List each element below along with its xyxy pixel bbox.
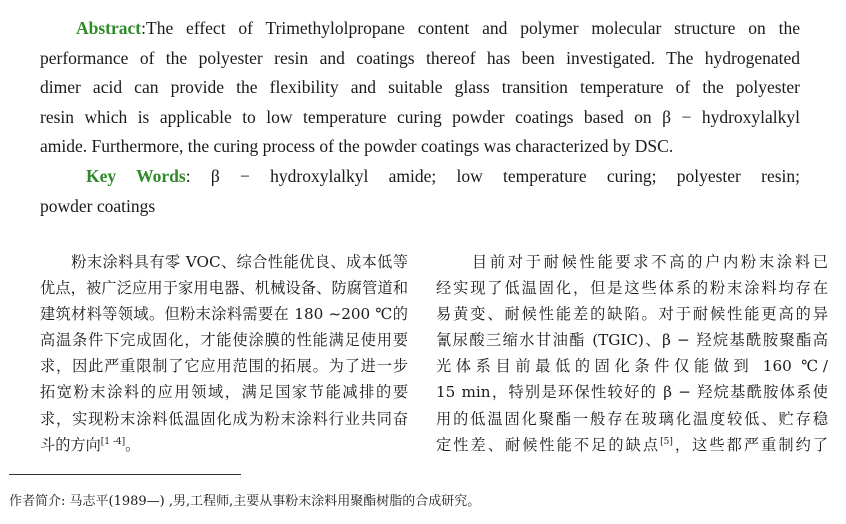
right-line: 易黄变、耐候性能差的缺陷。对于耐候性能更高的异 (436, 305, 828, 324)
keywords-label: Key Words (86, 165, 186, 186)
left-line: 拓宽粉末涂料的应用领域，满足国家节能减排的要 (40, 383, 408, 402)
left-line: 求，因此严重限制了它应用范围的拓展。为了进一步 (40, 357, 408, 376)
right-line: 光体系目前最低的固化条件仅能做到 160 ℃/ (436, 357, 828, 376)
citation-ref: [5] (660, 436, 673, 447)
abstract-line-5: amide. Furthermore, the curing process of the powder coatings was characterized by DSC. (40, 136, 674, 157)
abstract-line-1: Abstract:The effect of Trimethylolpropane content and polymer molecular structure on the (76, 18, 800, 38)
right-line: 用的低温固化聚酯一般存在玻璃化温度较低、贮存稳 (436, 409, 828, 428)
citation-ref: [1 -4] (100, 436, 126, 447)
right-line-last: 定性差、耐候性能不足的缺点[5]，这些都严重制约了 (436, 435, 829, 454)
right-column (436, 249, 828, 458)
left-line: 高温条件下完成固化，才能使涂膜的性能满足使用要 (40, 331, 408, 350)
keywords-line-2: powder coatings (40, 195, 156, 216)
abstract-section (40, 14, 800, 221)
left-line: 优点，被广泛应用于家用电器、机械设备、防腐管道和 (40, 279, 408, 298)
left-column (40, 249, 408, 458)
right-line: 15 min，特别是环保性较好的 β − 羟烷基酰胺体系使 (436, 383, 828, 402)
right-line: 目前对于耐候性能要求不高的户内粉末涂料已 (436, 253, 828, 271)
keywords-line-1: Key Words: β − hydroxylalkyl amide; low temperature curing; polyester resin; (86, 165, 800, 186)
footnote-divider (9, 474, 241, 475)
abstract-line-4: resin which is applicable to low temperature curing powder coatings based on β − hydroxylalkyl (40, 106, 800, 127)
left-line-last: 斗的方向[1 -4]。 (40, 435, 141, 454)
left-line: 求，实现粉末涂料低温固化成为粉末涂料行业共同奋 (40, 409, 408, 428)
author-footnote: 作者简介: 马志平(1989—) ,男,工程师,主要从事粉末涂料用聚酯树脂的合成研究。 (9, 494, 481, 509)
right-line: 经实现了低温固化，但是这些体系的粉末涂料均存在 (436, 279, 828, 298)
right-line: 氰尿酸三缩水甘油酯 (TGIC)、β − 羟烷基酰胺聚酯高 (436, 331, 828, 350)
left-line: 粉末涂料具有零 VOC、综合性能优良、成本低等 (40, 253, 408, 271)
abstract-label: Abstract (76, 18, 142, 38)
abstract-line-2: performance of the polyester resin and coatings thereof has been investigated. The hydrogenated (40, 47, 800, 68)
abstract-line-3: dimer acid can provide the flexibility and suitable glass transition temperature of the polyester (40, 77, 800, 98)
left-line: 建筑材料等领域。但粉末涂料需要在 180 ~200 ℃的 (40, 305, 408, 324)
